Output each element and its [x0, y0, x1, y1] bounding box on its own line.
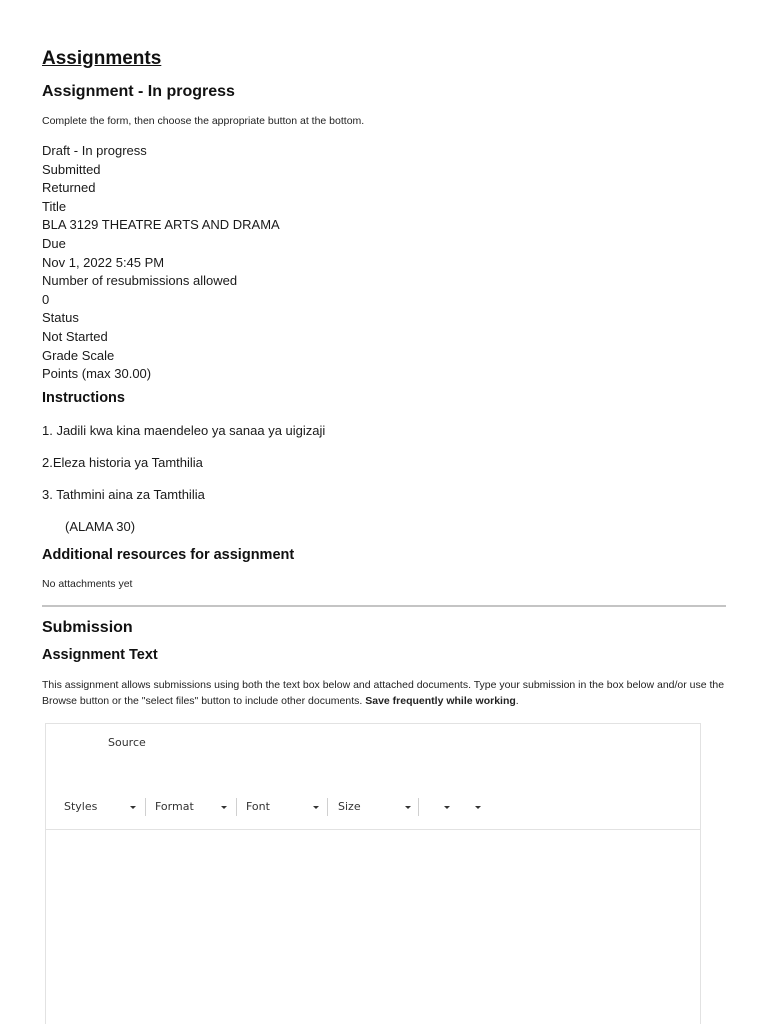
- status-label: Status: [42, 310, 79, 326]
- instructions-heading: Instructions: [42, 390, 125, 406]
- status-value: Not Started: [42, 328, 108, 344]
- background-color-dropdown[interactable]: [466, 796, 486, 818]
- resubmissions-value: 0: [42, 291, 50, 307]
- page-title: Assignments: [42, 48, 162, 69]
- resources-heading: Additional resources for assignment: [42, 547, 295, 563]
- submission-description-end: .: [515, 695, 519, 707]
- submission-description: [42, 677, 726, 709]
- title-value: BLA 3129 THEATRE ARTS AND DRAMA: [42, 217, 280, 233]
- editor-toolbar: [46, 796, 700, 818]
- resubmissions-label: Number of resubmissions allowed: [42, 273, 238, 289]
- instruction-item: 1. Jadili kwa kina maendeleo ya sanaa ya uigizaji: [42, 423, 326, 438]
- size-dropdown-label: Size: [338, 800, 361, 813]
- chevron-down-icon: [405, 806, 411, 809]
- format-dropdown[interactable]: [155, 796, 229, 818]
- format-dropdown-label: Format: [155, 800, 194, 813]
- section-divider: [42, 605, 726, 607]
- no-attachments-text: No attachments yet: [42, 578, 133, 590]
- chevron-down-icon: [221, 806, 227, 809]
- source-button[interactable]: Source: [108, 736, 146, 749]
- progress-step-submitted: Submitted: [42, 161, 101, 177]
- rich-text-editor: [45, 723, 701, 1024]
- progress-step-draft: Draft - In progress: [42, 143, 147, 158]
- grade-scale-value: Points (max 30.00): [42, 366, 152, 382]
- chevron-down-icon: [444, 806, 450, 809]
- assignment-details: [42, 142, 280, 384]
- due-label: Due: [42, 235, 66, 251]
- editor-text-area[interactable]: [46, 829, 700, 1025]
- font-dropdown-label: Font: [246, 800, 270, 813]
- styles-dropdown[interactable]: [64, 796, 138, 818]
- chevron-down-icon: [313, 806, 319, 809]
- assignment-text-heading: Assignment Text: [42, 647, 158, 663]
- intro-text: Complete the form, then choose the appropriate button at the bottom.: [42, 115, 365, 127]
- progress-step-returned: Returned: [42, 180, 96, 196]
- chevron-down-icon: [130, 806, 136, 809]
- chevron-down-icon: [475, 806, 481, 809]
- instruction-item: 2.Eleza historia ya Tamthilia: [42, 455, 203, 470]
- submission-description-text: This assignment allows submissions using both the text box below and attached documents. Type your submission in the box below and/or use the Browse button or the "select files" button to include other documents.: [42, 679, 725, 707]
- instruction-marks: (ALAMA 30): [65, 519, 136, 534]
- title-label: Title: [42, 198, 67, 214]
- submission-heading: Submission: [42, 619, 133, 636]
- instruction-item: 3. Tathmini aina za Tamthilia: [42, 487, 205, 502]
- size-dropdown[interactable]: [338, 796, 412, 818]
- font-dropdown[interactable]: [246, 796, 322, 818]
- toolbar-separator: [418, 798, 419, 816]
- assignment-status-heading: Assignment - In progress: [42, 83, 235, 100]
- toolbar-separator: [327, 798, 328, 816]
- toolbar-separator: [145, 798, 146, 816]
- styles-dropdown-label: Styles: [64, 800, 98, 813]
- save-frequently-text: Save frequently while working: [365, 695, 516, 707]
- due-value: Nov 1, 2022 5:45 PM: [42, 254, 165, 270]
- text-color-dropdown[interactable]: [436, 796, 456, 818]
- grade-scale-label: Grade Scale: [42, 347, 115, 363]
- toolbar-separator: [236, 798, 237, 816]
